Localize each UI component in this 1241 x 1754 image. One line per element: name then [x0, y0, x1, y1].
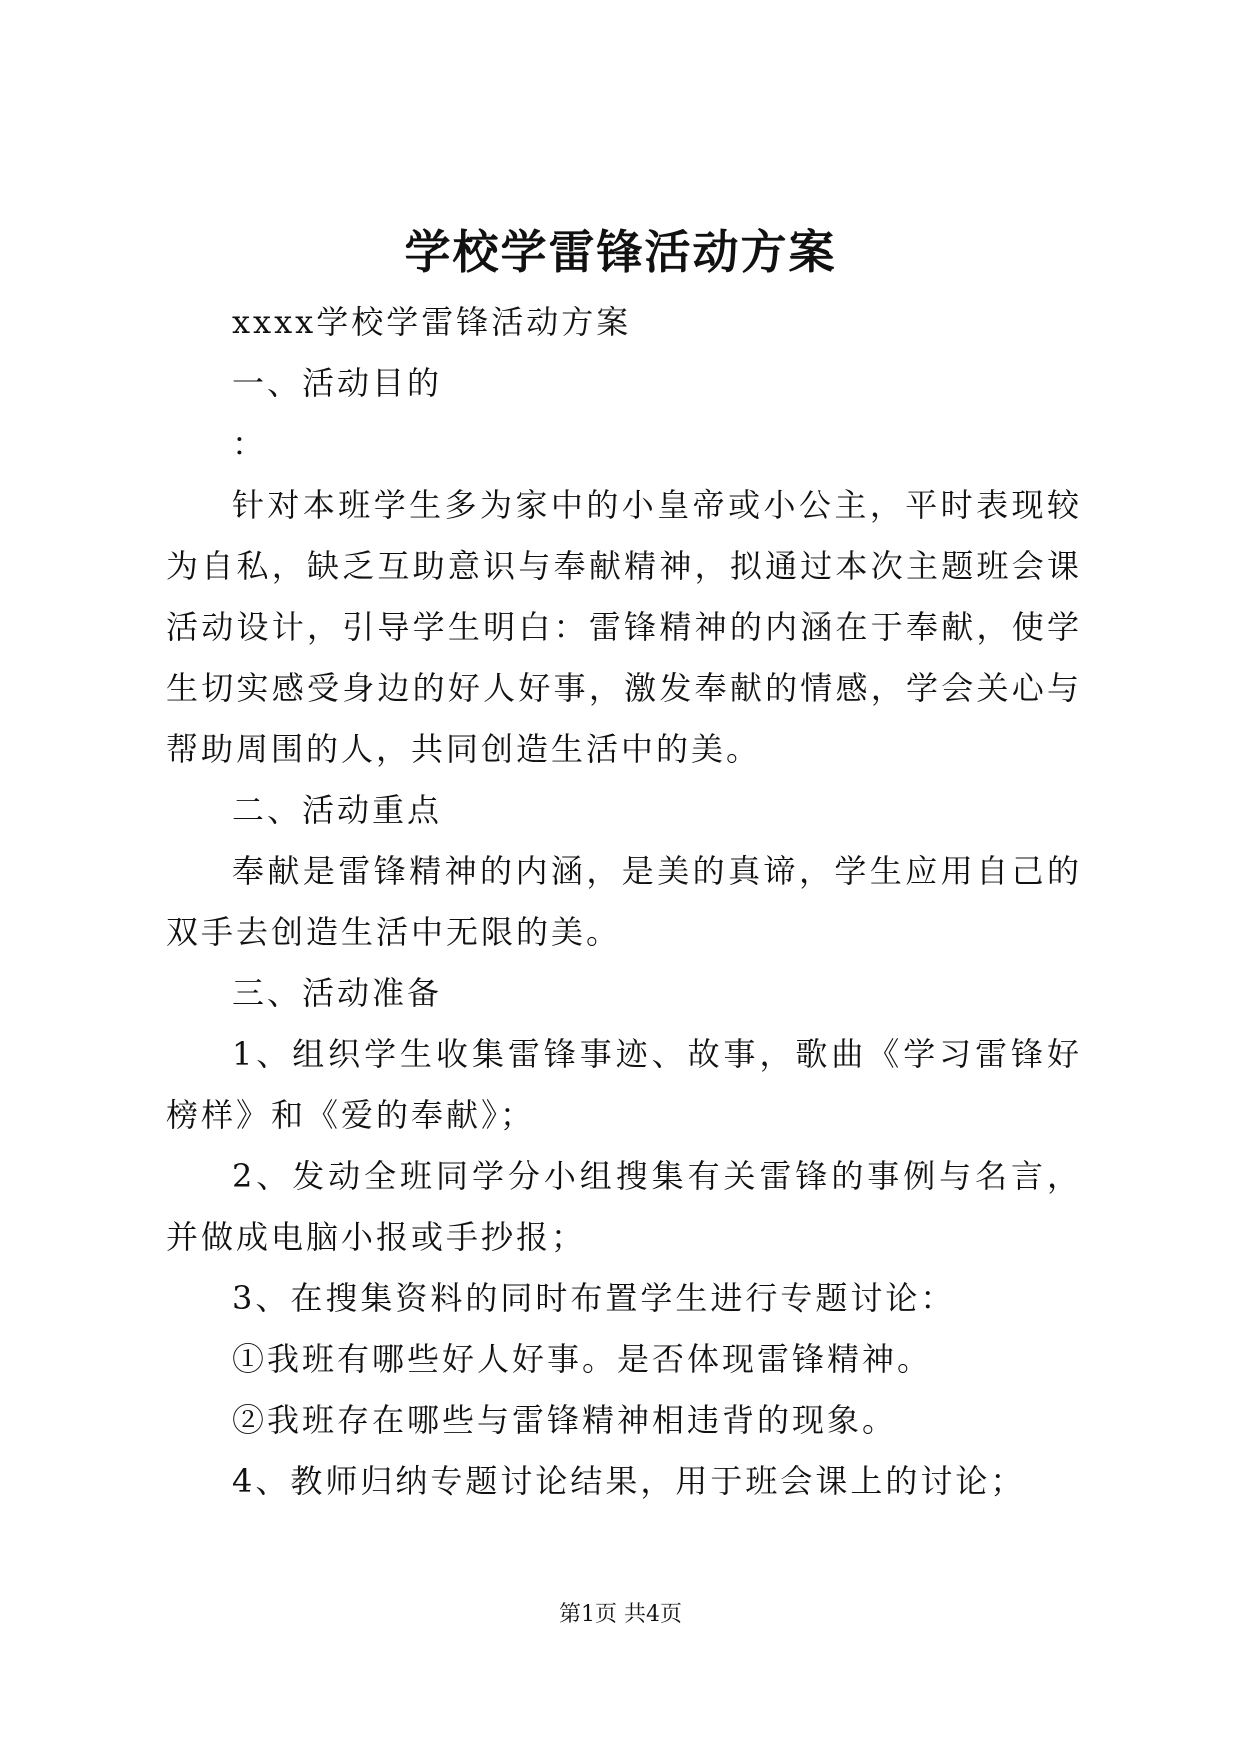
- paragraph-colon: ：: [232, 425, 268, 463]
- paragraph-purpose: 针对本班学生多为家中的小皇帝或小公主，平时表现较为自私，缺乏互助意识与奉献精神，拟通过本次主题班会课活动设计，引导学生明白：雷锋精神的内涵在于奉献，使学生切实感受身边的好人好事，激发奉献的情感，学会关心与帮助周围的人，共同创造生活中的美。: [166, 486, 1082, 768]
- paragraph-prep-2: 2、发动全班同学分小组搜集有关雷锋的事例与名言，并做成电脑小报或手抄报；: [166, 1157, 1082, 1256]
- document-body: [166, 292, 1082, 1512]
- paragraph-prep-4: 4、教师归纳专题讨论结果，用于班会课上的讨论；: [232, 1462, 1026, 1500]
- section-heading-preparation: 三、活动准备: [232, 974, 443, 1012]
- paragraph-prep-3: 3、在搜集资料的同时布置学生进行专题讨论：: [232, 1279, 956, 1317]
- section-heading-purpose: 一、活动目的: [232, 364, 443, 402]
- paragraph-focus: 奉献是雷锋精神的内涵，是美的真谛，学生应用自己的双手去创造生活中无限的美。: [166, 852, 1082, 951]
- section-heading-focus: 二、活动重点: [232, 791, 443, 829]
- paragraph-prep-1: 1、组织学生收集雷锋事迹、故事，歌曲《学习雷锋好榜样》和《爱的奉献》；: [166, 1035, 1082, 1134]
- page-number-footer: 第1页 共4页: [559, 1602, 682, 1627]
- paragraph-discussion-2: ②我班存在哪些与雷锋精神相违背的现象。: [232, 1401, 898, 1439]
- paragraph-heading: xxxx学校学雷锋活动方案: [232, 303, 632, 341]
- document-title: 学校学雷锋活动方案: [404, 225, 837, 279]
- paragraph-discussion-1: ①我班有哪些好人好事。是否体现雷锋精神。: [232, 1340, 933, 1378]
